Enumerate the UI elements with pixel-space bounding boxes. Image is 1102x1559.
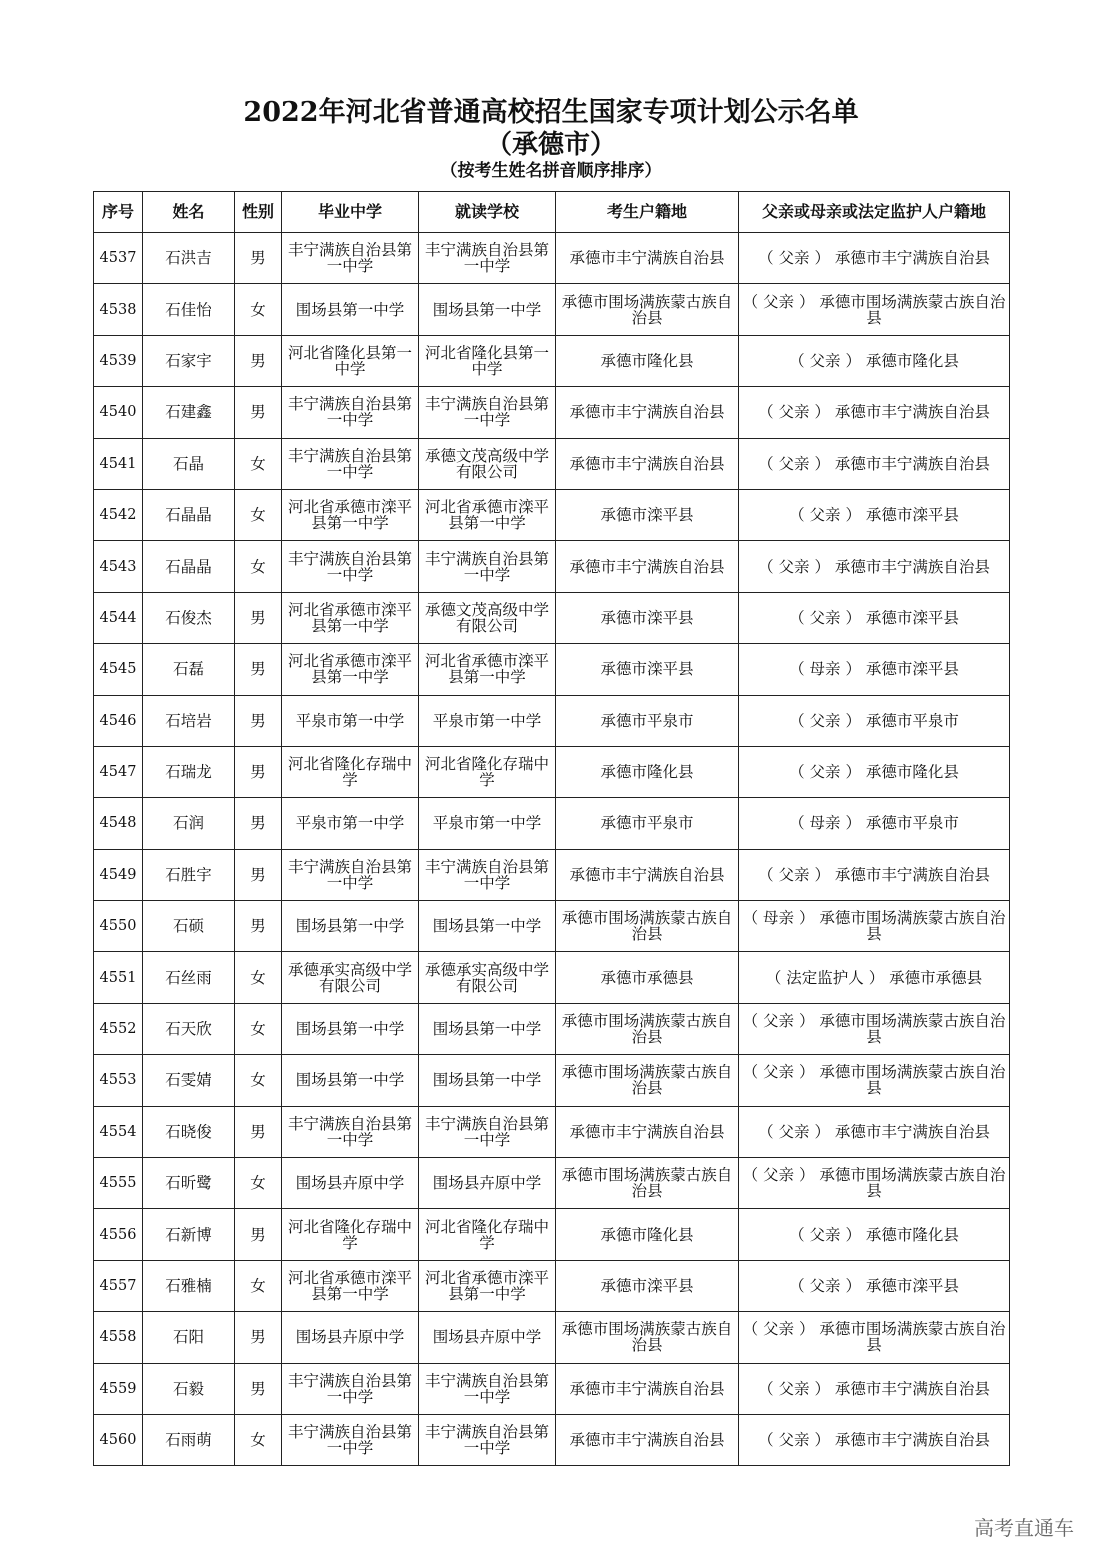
cell-current-school: 丰宁满族自治县第一中学 (419, 541, 556, 592)
cell-name: 石雯婧 (143, 1055, 235, 1106)
cell-name: 石洪吉 (143, 233, 235, 284)
cell-graduation-school: 丰宁满族自治县第一中学 (282, 1106, 419, 1157)
cell-gender: 男 (235, 1363, 282, 1414)
cell-graduation-school: 丰宁满族自治县第一中学 (282, 1414, 419, 1465)
cell-graduation-school: 河北省承德市滦平县第一中学 (282, 644, 419, 695)
cell-seq: 4555 (94, 1158, 143, 1209)
cell-current-school: 承德承实高级中学有限公司 (419, 952, 556, 1003)
cell-current-school: 河北省承德市滦平县第一中学 (419, 489, 556, 540)
cell-guardian-household: （ 父亲 ） 承德市滦平县 (739, 592, 1010, 643)
cell-name: 石建鑫 (143, 387, 235, 438)
cell-current-school: 平泉市第一中学 (419, 798, 556, 849)
cell-gender: 男 (235, 387, 282, 438)
cell-gender: 女 (235, 284, 282, 335)
cell-gender: 女 (235, 1414, 282, 1465)
table-row (94, 438, 1010, 489)
table-row (94, 387, 1010, 438)
table-row (94, 695, 1010, 746)
cell-guardian-household: （ 父亲 ） 承德市围场满族蒙古族自治县 (739, 284, 1010, 335)
cell-name: 石润 (143, 798, 235, 849)
cell-gender: 男 (235, 1312, 282, 1363)
col-header-seq: 序号 (94, 192, 143, 233)
table-row (94, 592, 1010, 643)
cell-household: 承德市丰宁满族自治县 (556, 233, 739, 284)
cell-gender: 女 (235, 952, 282, 1003)
cell-guardian-household: （ 父亲 ） 承德市丰宁满族自治县 (739, 1106, 1010, 1157)
cell-name: 石瑞龙 (143, 746, 235, 797)
cell-current-school: 河北省承德市滦平县第一中学 (419, 644, 556, 695)
cell-gender: 女 (235, 1260, 282, 1311)
cell-seq: 4538 (94, 284, 143, 335)
cell-seq: 4540 (94, 387, 143, 438)
cell-gender: 女 (235, 1003, 282, 1054)
col-header-name: 姓名 (143, 192, 235, 233)
cell-household: 承德市隆化县 (556, 335, 739, 386)
table-row (94, 1312, 1010, 1363)
cell-gender: 女 (235, 489, 282, 540)
cell-gender: 男 (235, 901, 282, 952)
table-row (94, 746, 1010, 797)
cell-graduation-school: 河北省承德市滦平县第一中学 (282, 1260, 419, 1311)
cell-household: 承德市隆化县 (556, 746, 739, 797)
cell-guardian-household: （ 法定监护人 ） 承德市承德县 (739, 952, 1010, 1003)
table-row (94, 901, 1010, 952)
cell-seq: 4543 (94, 541, 143, 592)
table-row (94, 1363, 1010, 1414)
table-row (94, 1106, 1010, 1157)
cell-current-school: 承德文茂高级中学有限公司 (419, 592, 556, 643)
cell-name: 石晓俊 (143, 1106, 235, 1157)
watermark: 高考直通车 (974, 1516, 1074, 1540)
cell-graduation-school: 河北省隆化县第一中学 (282, 335, 419, 386)
cell-gender: 女 (235, 438, 282, 489)
cell-seq: 4545 (94, 644, 143, 695)
cell-graduation-school: 丰宁满族自治县第一中学 (282, 541, 419, 592)
cell-household: 承德市平泉市 (556, 798, 739, 849)
cell-household: 承德市隆化县 (556, 1209, 739, 1260)
cell-guardian-household: （ 父亲 ） 承德市滦平县 (739, 489, 1010, 540)
cell-graduation-school: 河北省承德市滦平县第一中学 (282, 489, 419, 540)
cell-name: 石培岩 (143, 695, 235, 746)
cell-guardian-household: （ 父亲 ） 承德市围场满族蒙古族自治县 (739, 1055, 1010, 1106)
cell-gender: 男 (235, 592, 282, 643)
cell-seq: 4537 (94, 233, 143, 284)
cell-household: 承德市丰宁满族自治县 (556, 1414, 739, 1465)
table-row (94, 1003, 1010, 1054)
cell-seq: 4547 (94, 746, 143, 797)
cell-current-school: 平泉市第一中学 (419, 695, 556, 746)
cell-current-school: 河北省隆化存瑞中学 (419, 746, 556, 797)
cell-seq: 4541 (94, 438, 143, 489)
cell-current-school: 围场县卉原中学 (419, 1312, 556, 1363)
cell-current-school: 河北省隆化县第一中学 (419, 335, 556, 386)
table-row (94, 335, 1010, 386)
cell-name: 石胜宇 (143, 849, 235, 900)
cell-name: 石晶 (143, 438, 235, 489)
cell-name: 石佳怡 (143, 284, 235, 335)
cell-current-school: 丰宁满族自治县第一中学 (419, 1363, 556, 1414)
cell-current-school: 围场县第一中学 (419, 284, 556, 335)
cell-household: 承德市平泉市 (556, 695, 739, 746)
cell-household: 承德市围场满族蒙古族自治县 (556, 1003, 739, 1054)
cell-graduation-school: 河北省隆化存瑞中学 (282, 746, 419, 797)
cell-name: 石晶晶 (143, 541, 235, 592)
cell-name: 石雅楠 (143, 1260, 235, 1311)
table-row (94, 952, 1010, 1003)
cell-graduation-school: 丰宁满族自治县第一中学 (282, 438, 419, 489)
table-row (94, 1414, 1010, 1465)
cell-name: 石俊杰 (143, 592, 235, 643)
cell-name: 石毅 (143, 1363, 235, 1414)
cell-seq: 4542 (94, 489, 143, 540)
cell-graduation-school: 河北省隆化存瑞中学 (282, 1209, 419, 1260)
cell-graduation-school: 围场县第一中学 (282, 284, 419, 335)
cell-current-school: 丰宁满族自治县第一中学 (419, 849, 556, 900)
cell-gender: 男 (235, 335, 282, 386)
cell-seq: 4557 (94, 1260, 143, 1311)
cell-seq: 4552 (94, 1003, 143, 1054)
col-header-gender: 性别 (235, 192, 282, 233)
cell-gender: 男 (235, 1106, 282, 1157)
cell-name: 石雨萌 (143, 1414, 235, 1465)
cell-seq: 4558 (94, 1312, 143, 1363)
col-header-graduation-school: 毕业中学 (282, 192, 419, 233)
cell-seq: 4544 (94, 592, 143, 643)
cell-current-school: 丰宁满族自治县第一中学 (419, 1106, 556, 1157)
cell-graduation-school: 丰宁满族自治县第一中学 (282, 233, 419, 284)
cell-household: 承德市滦平县 (556, 644, 739, 695)
cell-household: 承德市丰宁满族自治县 (556, 541, 739, 592)
cell-household: 承德市丰宁满族自治县 (556, 387, 739, 438)
cell-guardian-household: （ 父亲 ） 承德市丰宁满族自治县 (739, 233, 1010, 284)
table-row (94, 489, 1010, 540)
table-row (94, 1158, 1010, 1209)
cell-guardian-household: （ 父亲 ） 承德市丰宁满族自治县 (739, 1363, 1010, 1414)
cell-gender: 女 (235, 541, 282, 592)
cell-graduation-school: 丰宁满族自治县第一中学 (282, 1363, 419, 1414)
cell-name: 石天欣 (143, 1003, 235, 1054)
cell-seq: 4556 (94, 1209, 143, 1260)
table-row (94, 644, 1010, 695)
cell-seq: 4554 (94, 1106, 143, 1157)
cell-graduation-school: 丰宁满族自治县第一中学 (282, 387, 419, 438)
cell-graduation-school: 平泉市第一中学 (282, 798, 419, 849)
cell-current-school: 河北省隆化存瑞中学 (419, 1209, 556, 1260)
cell-guardian-household: （ 母亲 ） 承德市围场满族蒙古族自治县 (739, 901, 1010, 952)
cell-guardian-household: （ 父亲 ） 承德市丰宁满族自治县 (739, 849, 1010, 900)
table-row (94, 849, 1010, 900)
cell-gender: 男 (235, 1209, 282, 1260)
cell-gender: 男 (235, 644, 282, 695)
cell-name: 石昕鹭 (143, 1158, 235, 1209)
table-row (94, 284, 1010, 335)
cell-gender: 女 (235, 1055, 282, 1106)
page-title: 2022年河北省普通高校招生国家专项计划公示名单 (243, 97, 859, 128)
cell-name: 石新博 (143, 1209, 235, 1260)
table-header-row (94, 192, 1010, 233)
table-row (94, 541, 1010, 592)
cell-household: 承德市滦平县 (556, 1260, 739, 1311)
cell-current-school: 围场县第一中学 (419, 1003, 556, 1054)
cell-guardian-household: （ 母亲 ） 承德市平泉市 (739, 798, 1010, 849)
page-subtitle: （承德市） (485, 130, 616, 160)
cell-name: 石晶晶 (143, 489, 235, 540)
cell-seq: 4550 (94, 901, 143, 952)
cell-household: 承德市围场满族蒙古族自治县 (556, 284, 739, 335)
cell-guardian-household: （ 父亲 ） 承德市围场满族蒙古族自治县 (739, 1158, 1010, 1209)
table-row (94, 233, 1010, 284)
cell-name: 石磊 (143, 644, 235, 695)
cell-graduation-school: 围场县第一中学 (282, 1003, 419, 1054)
cell-seq: 4553 (94, 1055, 143, 1106)
cell-guardian-household: （ 父亲 ） 承德市滦平县 (739, 1260, 1010, 1311)
cell-current-school: 丰宁满族自治县第一中学 (419, 1414, 556, 1465)
col-header-current-school: 就读学校 (419, 192, 556, 233)
cell-guardian-household: （ 父亲 ） 承德市隆化县 (739, 746, 1010, 797)
cell-current-school: 围场县第一中学 (419, 901, 556, 952)
cell-guardian-household: （ 父亲 ） 承德市丰宁满族自治县 (739, 1414, 1010, 1465)
cell-name: 石丝雨 (143, 952, 235, 1003)
cell-guardian-household: （ 父亲 ） 承德市隆化县 (739, 335, 1010, 386)
cell-graduation-school: 围场县卉原中学 (282, 1312, 419, 1363)
cell-household: 承德市丰宁满族自治县 (556, 849, 739, 900)
cell-graduation-school: 平泉市第一中学 (282, 695, 419, 746)
cell-guardian-household: （ 父亲 ） 承德市丰宁满族自治县 (739, 387, 1010, 438)
cell-household: 承德市丰宁满族自治县 (556, 1106, 739, 1157)
table-row (94, 1260, 1010, 1311)
cell-current-school: 丰宁满族自治县第一中学 (419, 387, 556, 438)
cell-seq: 4548 (94, 798, 143, 849)
cell-household: 承德市丰宁满族自治县 (556, 1363, 739, 1414)
cell-current-school: 围场县第一中学 (419, 1055, 556, 1106)
cell-gender: 女 (235, 1158, 282, 1209)
cell-seq: 4549 (94, 849, 143, 900)
cell-household: 承德市围场满族蒙古族自治县 (556, 901, 739, 952)
table-row (94, 1055, 1010, 1106)
cell-guardian-household: （ 父亲 ） 承德市围场满族蒙古族自治县 (739, 1003, 1010, 1054)
table-row (94, 798, 1010, 849)
cell-seq: 4551 (94, 952, 143, 1003)
cell-guardian-household: （ 父亲 ） 承德市围场满族蒙古族自治县 (739, 1312, 1010, 1363)
cell-graduation-school: 河北省承德市滦平县第一中学 (282, 592, 419, 643)
cell-gender: 男 (235, 849, 282, 900)
cell-current-school: 围场县卉原中学 (419, 1158, 556, 1209)
col-header-guardian-household: 父亲或母亲或法定监护人户籍地 (739, 192, 1010, 233)
cell-household: 承德市承德县 (556, 952, 739, 1003)
cell-guardian-household: （ 父亲 ） 承德市丰宁满族自治县 (739, 541, 1010, 592)
cell-household: 承德市滦平县 (556, 489, 739, 540)
col-header-household: 考生户籍地 (556, 192, 739, 233)
table-row (94, 1209, 1010, 1260)
cell-guardian-household: （ 父亲 ） 承德市平泉市 (739, 695, 1010, 746)
sort-note: （按考生姓名拼音顺序排序） (440, 161, 662, 181)
cell-household: 承德市围场满族蒙古族自治县 (556, 1158, 739, 1209)
cell-name: 石家宇 (143, 335, 235, 386)
cell-guardian-household: （ 父亲 ） 承德市隆化县 (739, 1209, 1010, 1260)
cell-seq: 4560 (94, 1414, 143, 1465)
cell-gender: 男 (235, 798, 282, 849)
cell-graduation-school: 承德承实高级中学有限公司 (282, 952, 419, 1003)
cell-current-school: 承德文茂高级中学有限公司 (419, 438, 556, 489)
cell-graduation-school: 丰宁满族自治县第一中学 (282, 849, 419, 900)
cell-current-school: 河北省承德市滦平县第一中学 (419, 1260, 556, 1311)
cell-name: 石阳 (143, 1312, 235, 1363)
cell-seq: 4546 (94, 695, 143, 746)
cell-household: 承德市围场满族蒙古族自治县 (556, 1312, 739, 1363)
cell-seq: 4539 (94, 335, 143, 386)
cell-guardian-household: （ 父亲 ） 承德市丰宁满族自治县 (739, 438, 1010, 489)
cell-household: 承德市丰宁满族自治县 (556, 438, 739, 489)
cell-graduation-school: 围场县卉原中学 (282, 1158, 419, 1209)
cell-graduation-school: 围场县第一中学 (282, 1055, 419, 1106)
cell-guardian-household: （ 母亲 ） 承德市滦平县 (739, 644, 1010, 695)
roster-table (93, 191, 1010, 1466)
cell-gender: 男 (235, 746, 282, 797)
cell-household: 承德市围场满族蒙古族自治县 (556, 1055, 739, 1106)
cell-graduation-school: 围场县第一中学 (282, 901, 419, 952)
cell-seq: 4559 (94, 1363, 143, 1414)
cell-gender: 男 (235, 233, 282, 284)
cell-gender: 男 (235, 695, 282, 746)
cell-current-school: 丰宁满族自治县第一中学 (419, 233, 556, 284)
cell-name: 石硕 (143, 901, 235, 952)
cell-household: 承德市滦平县 (556, 592, 739, 643)
